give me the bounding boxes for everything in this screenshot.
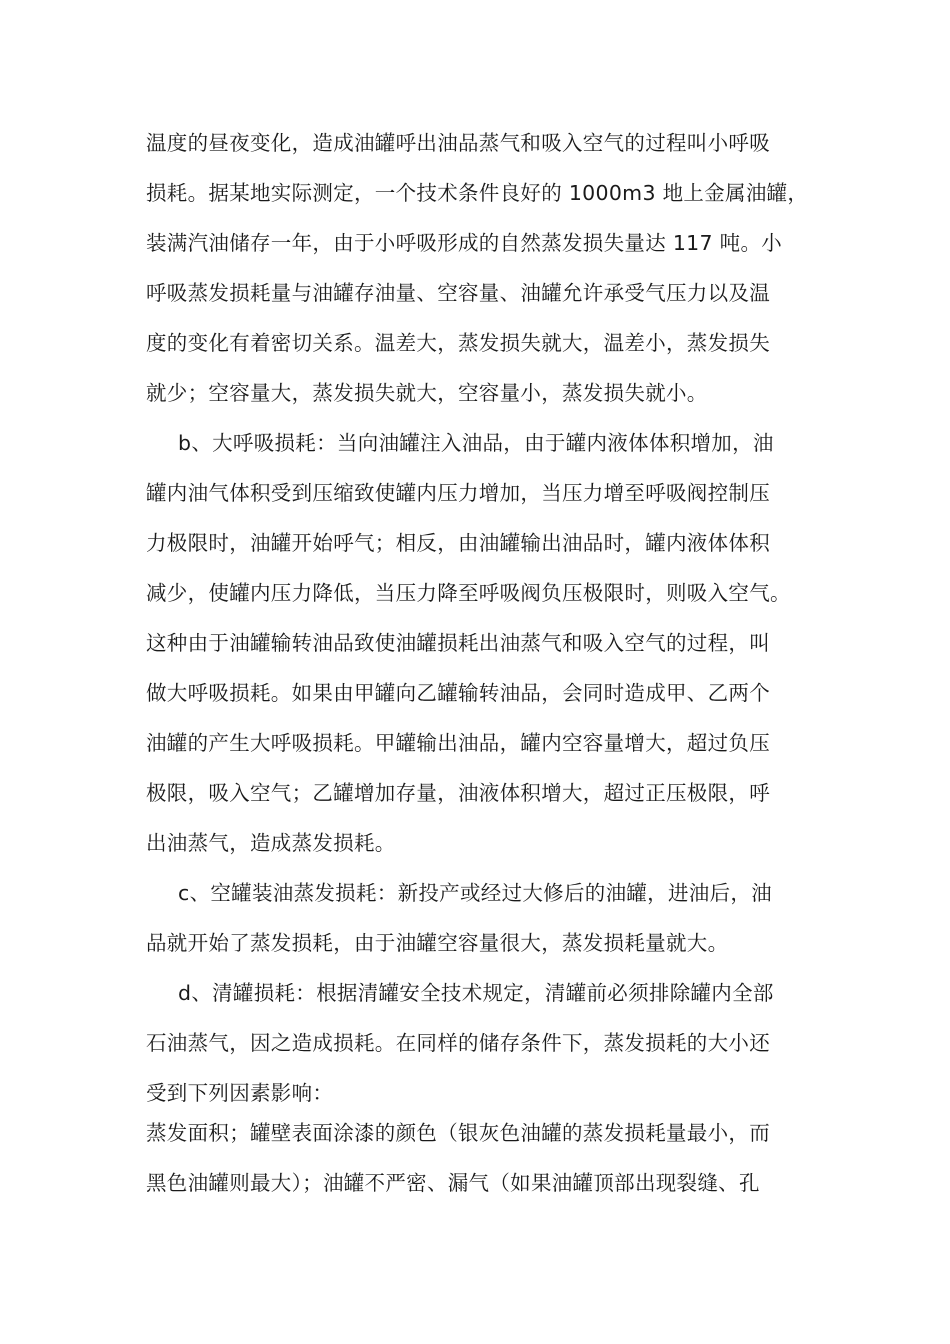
text-line: 呼吸蒸发损耗量与油罐存油量、空容量、油罐允许承受气压力以及温 — [146, 281, 770, 305]
paragraph-start-line: d、清罐损耗：根据清罐安全技术规定，清罐前必须排除罐内全部 — [178, 981, 774, 1005]
paragraph-start-line: 蒸发面积；罐壁表面涂漆的颜色（银灰色油罐的蒸发损耗量最小，而 — [146, 1121, 770, 1145]
text-line: 黑色油罐则最大）；油罐不严密、漏气（如果油罐顶部出现裂缝、孔 — [146, 1171, 760, 1195]
text-line: 品就开始了蒸发损耗，由于油罐空容量很大，蒸发损耗量就大。 — [146, 931, 729, 955]
paragraph-start-line: b、大呼吸损耗：当向油罐注入油品，由于罐内液体体积增加，油 — [178, 431, 774, 455]
body-text — [146, 118, 809, 1208]
text-line: 力极限时，油罐开始呼气；相反，由油罐输出油品时，罐内液体体积 — [146, 531, 770, 555]
text-line: 石油蒸气，因之造成损耗。在同样的储存条件下，蒸发损耗的大小还 — [146, 1031, 770, 1055]
paragraph-start-line: c、空罐装油蒸发损耗：新投产或经过大修后的油罐，进油后，油 — [178, 881, 772, 905]
text-line: 度的变化有着密切关系。温差大，蒸发损失就大，温差小，蒸发损失 — [146, 331, 770, 355]
text-line: 罐内油气体积受到压缩致使罐内压力增加，当压力增至呼吸阀控制压 — [146, 481, 770, 505]
text-line: 就少；空容量大，蒸发损失就大，空容量小，蒸发损失就小。 — [146, 381, 708, 405]
text-line: 损耗。据某地实际测定，一个技术条件良好的 1000m3 地上金属油罐， — [146, 181, 809, 205]
text-line: 温度的昼夜变化，造成油罐呼出油品蒸气和吸入空气的过程叫小呼吸 — [146, 131, 770, 155]
text-line: 减少，使罐内压力降低，当压力降至呼吸阀负压极限时，则吸入空气。 — [146, 581, 791, 605]
text-line: 这种由于油罐输转油品致使油罐损耗出油蒸气和吸入空气的过程，叫 — [146, 631, 770, 655]
text-line: 极限，吸入空气；乙罐增加存量，油液体积增大，超过正压极限，呼 — [146, 781, 770, 805]
text-line: 装满汽油储存一年，由于小呼吸形成的自然蒸发损失量达 117 吨。小 — [146, 231, 783, 255]
text-line: 做大呼吸损耗。如果由甲罐向乙罐输转油品，会同时造成甲、乙两个 — [146, 681, 770, 705]
text-line: 出油蒸气，造成蒸发损耗。 — [146, 831, 396, 855]
text-line: 受到下列因素影响： — [146, 1081, 334, 1105]
text-line: 油罐的产生大呼吸损耗。甲罐输出油品，罐内空容量增大，超过负压 — [146, 731, 770, 755]
